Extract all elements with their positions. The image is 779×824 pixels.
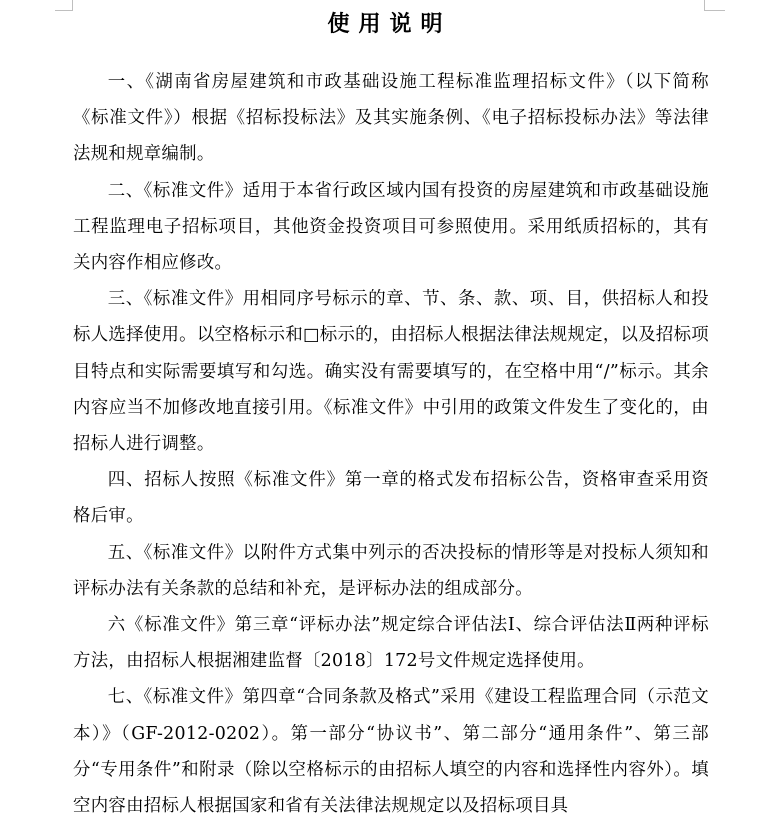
- paragraph-6: 六《标准文件》第三章“评标办法”规定综合评估法Ⅰ、综合评估法Ⅱ两种评标方法，由招标人根据湘建监督〔2018〕172号文件规定选择使用。: [73, 615, 709, 672]
- paragraph-4: 四、招标人按照《标准文件》第一章的格式发布招标公告，资格审查采用资格后审。: [73, 470, 709, 527]
- paragraph-5: 五、《标准文件》以附件方式集中列示的否决投标的情形等是对投标人须知和评标办法有关条款的总结和补充，是评标办法的组成部分。: [73, 542, 709, 599]
- paragraph-2: 二、《标准文件》适用于本省行政区域内国有投资的房屋建筑和市政基础设施工程监理电子招标项目，其他资金投资项目可参照使用。采用纸质招标的，其有关内容作相应修改。: [73, 180, 709, 274]
- paragraph-3: 三、《标准文件》用相同序号标示的章、节、条、款、项、目，供招标人和投标人选择使用。以空格标示和□标示的，由招标人根据法律法规规定，以及招标项目特点和实际需要填写和勾选。确实没有需要填写的，在空格中用“/”标示。其余内容应当不加修改地直接引用。《标准文件》中引用的政策文件发生了变化的，由招标人进行调整。: [73, 289, 709, 455]
- paragraph-7: 七、《标准文件》第四章“合同条款及格式”采用《建设工程监理合同（示范文本）》（GF-2012-0202）。第一部分“协议书”、第二部分“通用条件”、第三部分“专用条件”和附录（除以空格标示的由招标人填空的内容和选择性内容外）。填空内容由招标人根据国家和省有关法律法规规定以及招标项目具: [73, 687, 709, 817]
- paragraph-1: 一、《湖南省房屋建筑和市政基础设施工程标准监理招标文件》（以下简称《标准文件》）根据《招标投标法》及其实施条例、《电子招标投标办法》等法律法规和规章编制。: [73, 72, 709, 165]
- document-title: 使用说明: [327, 12, 452, 37]
- document-body: [73, 64, 709, 824]
